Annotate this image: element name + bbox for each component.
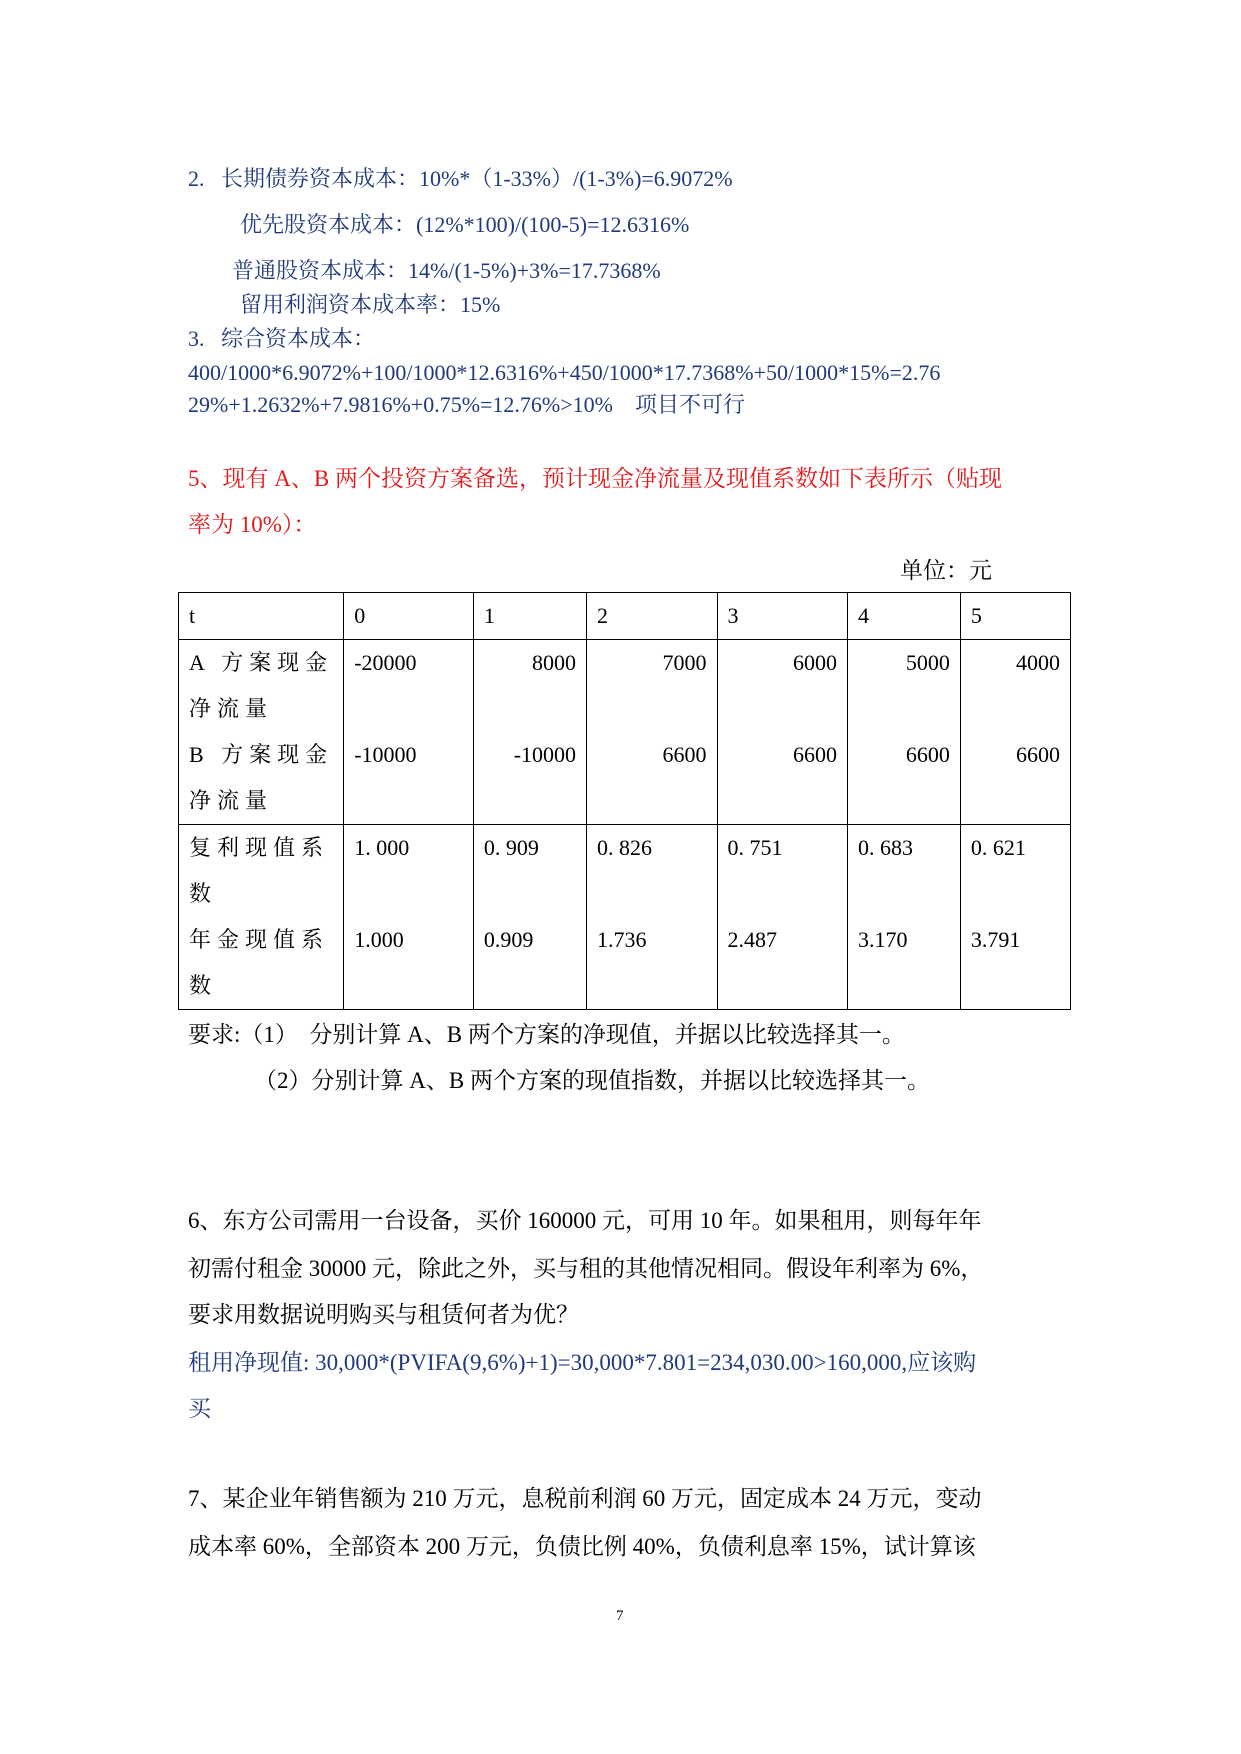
row-b-value: -10000: [513, 742, 577, 767]
question-6-line2: 初需付租金 30000 元，除此之外，买与租的其他情况相同。假设年利率为 6%，: [188, 1256, 984, 1281]
row-b-value: 6600: [662, 742, 707, 767]
table-header-cell: 2: [587, 593, 717, 640]
table-row-factors: [179, 825, 1071, 1010]
table-cell: [587, 825, 717, 1010]
table-cell: [344, 825, 474, 1010]
row-b-value: 6600: [1016, 742, 1060, 767]
annuity-factor-value: 1.736: [597, 927, 647, 952]
table-header-cell: 5: [960, 593, 1070, 640]
wacc-formula-line2: 29%+1.2632%+7.9816%+0.75%=12.76%>10% 项目不可行: [188, 392, 745, 417]
table-cell: [587, 640, 717, 825]
page-number: 7: [616, 1608, 624, 1624]
preferred-stock-cost-line: 优先股资本成本：(12%*100)/(100-5)=12.6316%: [240, 212, 690, 237]
row-b-label-cont: 净流量: [189, 788, 274, 813]
cash-flow-table: [178, 592, 1071, 1010]
question-6-line3: 要求用数据说明购买与租赁何者为优？: [188, 1302, 579, 1327]
table-header-cell: 4: [847, 593, 960, 640]
row-a-label: A 方案现金: [189, 650, 334, 675]
question-6-answer-line1: 租用净现值: 30,000*(PVIFA(9,6%)+1)=30,000*7.801=234,030.00>160,000,应该购: [188, 1350, 977, 1375]
bond-cost-line: 2. 长期债券资本成本：10%*（1-33%）/(1-3%)=6.9072%: [188, 166, 733, 191]
pv-factor-label-cont: 数: [189, 881, 218, 906]
table-header-row: [179, 593, 1071, 640]
table-header-cell: 0: [344, 593, 474, 640]
annuity-factor-value: 3.170: [857, 927, 908, 952]
table-cell: [717, 825, 847, 1010]
table-cell: [717, 640, 847, 825]
question-7-line2: 成本率 60%，全部资本 200 万元，负债比例 40%，负债利息率 15%，试计算该: [188, 1534, 976, 1559]
row-a-value: 4000: [1016, 650, 1060, 675]
annuity-factor-label-cont: 数: [189, 973, 218, 998]
row-a-label-cont: 净流量: [189, 696, 274, 721]
unit-label: 单位：元: [900, 558, 992, 583]
annuity-factor-label: 年金现值系: [189, 927, 330, 952]
table-row-cash-flows: [179, 640, 1071, 825]
question-5-line1: 5、现有 A、B 两个投资方案备选，预计现金净流量及现值系数如下表所示（贴现: [188, 466, 1002, 491]
pv-factor-value: 0. 826: [597, 835, 653, 860]
pv-factor-value: 0. 621: [970, 835, 1026, 860]
retained-earnings-cost-line: 留用利润资本成本率：15%: [240, 292, 501, 317]
table-cell: [473, 640, 586, 825]
table-cell: [473, 825, 586, 1010]
table-row-label: [179, 825, 344, 1010]
table-cell: [344, 640, 474, 825]
question-7-line1: 7、某企业年销售额为 210 万元，息税前利润 60 万元，固定成本 24 万元，变动: [188, 1486, 982, 1511]
pv-factor-value: 0. 751: [727, 835, 783, 860]
pv-factor-value: 0. 683: [857, 835, 913, 860]
row-b-value: 6600: [905, 742, 950, 767]
row-a-value: -20000: [354, 650, 417, 675]
annuity-factor-value: 1.000: [354, 927, 404, 952]
question-6-answer-line2: 买: [188, 1396, 211, 1421]
table-header-cell: 3: [717, 593, 847, 640]
row-b-label: B 方案现金: [189, 742, 334, 767]
table-cell: [847, 825, 960, 1010]
row-a-value: 5000: [905, 650, 950, 675]
requirement-2: （2）分别计算 A、B 两个方案的现值指数，并据以比较选择其一。: [254, 1068, 930, 1093]
requirement-1: 要求:（1） 分别计算 A、B 两个方案的净现值，并据以比较选择其一。: [188, 1022, 905, 1047]
pv-factor-label: 复利现值系: [189, 835, 330, 860]
table-row-label: [179, 640, 344, 825]
table-header-cell: 1: [473, 593, 586, 640]
table-header-cell: t: [179, 593, 344, 640]
pv-factor-value: 1. 000: [354, 835, 410, 860]
annuity-factor-value: 3.791: [970, 927, 1021, 952]
question-5-line2: 率为 10%）：: [188, 512, 317, 537]
table-cell: [960, 640, 1070, 825]
annuity-factor-value: 0.909: [483, 927, 534, 952]
table-cell: [960, 825, 1070, 1010]
question-6-line1: 6、东方公司需用一台设备，买价 160000 元，可用 10 年。如果租用，则每年年: [188, 1208, 982, 1233]
wacc-heading: 3. 综合资本成本：: [188, 326, 376, 351]
pv-factor-value: 0. 909: [483, 835, 539, 860]
row-a-value: 8000: [532, 650, 577, 675]
common-stock-cost-line: 普通股资本成本：14%/(1-5%)+3%=17.7368%: [232, 258, 661, 283]
annuity-factor-value: 2.487: [727, 927, 777, 952]
row-a-value: 6000: [792, 650, 837, 675]
row-a-value: 7000: [662, 650, 707, 675]
wacc-formula-line1: 400/1000*6.9072%+100/1000*12.6316%+450/1000*17.7368%+50/1000*15%=2.76: [188, 360, 941, 385]
row-b-value: 6600: [792, 742, 837, 767]
row-b-value: -10000: [354, 742, 417, 767]
table-cell: [847, 640, 960, 825]
